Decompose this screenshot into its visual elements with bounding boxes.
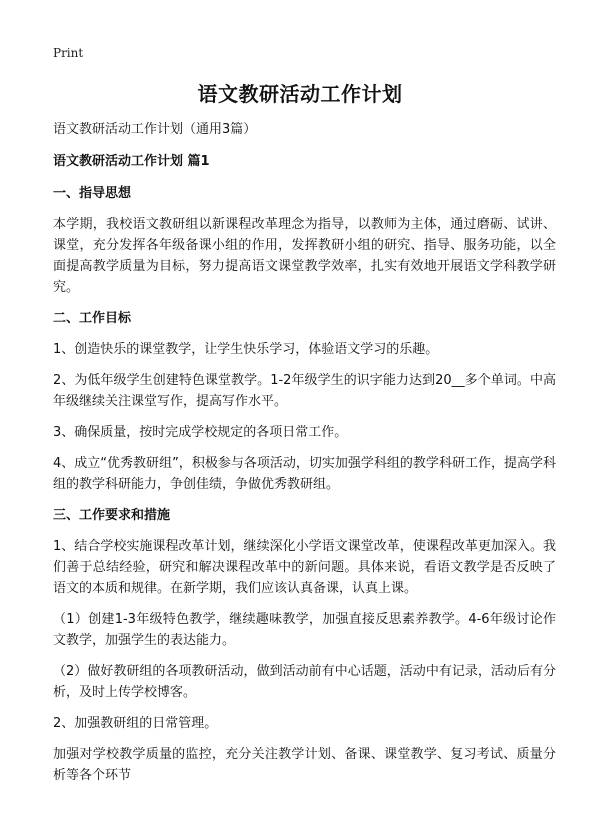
document-subtitle: 语文教研活动工作计划（通用3篇）: [53, 122, 257, 137]
paragraph: 2、为低年级学生创建特色课堂教学。1-2年级学生的识字能力达到20__多个单词。中高年级继续关注课堂写作，提高写作水平。: [53, 373, 556, 409]
paragraph: 本学期，我校语文教研组以新课程改革理念为指导，以教师为主体，通过磨砺、试讲、课堂，充分发挥各年级备课小组的作用，发挥教研小组的研究、指导、服务功能，以全面提高教学质量为目标，努力提高语文课堂教学效率，扎实有效地开展语文学科教学研究。: [53, 217, 556, 295]
paragraph: 1、结合学校实施课程改革计划，继续深化小学语文课堂改革，使课程改革更加深入。我们善于总结经验，研究和解决课程改革中的新问题。具体来说，看语文教学是否反映了语文的本质和规律。在新学期，我们应该认真备课，认真上课。: [53, 539, 556, 596]
paragraph: 加强对学校教学质量的监控，充分关注教学计划、备课、课堂教学、复习考试、质量分析等各个环节: [53, 747, 556, 783]
paragraph: 4、成立“优秀教研组”，积极参与各项活动，切实加强学科组的教学科研工作，提高学科组的教学科研能力，争创佳绩，争做优秀教研组。: [53, 456, 556, 492]
paragraph: 1、创造快乐的课堂教学，让学生快乐学习，体验语文学习的乐趣。: [53, 342, 439, 357]
print-link[interactable]: Print: [53, 46, 84, 60]
article-title: 语文教研活动工作计划 篇1: [53, 154, 210, 169]
section-heading: 二、工作目标: [53, 311, 132, 326]
page-title: 语文教研活动工作计划: [197, 82, 403, 106]
paragraph: 3、确保质量，按时完成学校规定的各项日常工作。: [53, 425, 348, 440]
paragraph: 2、加强教研组的日常管理。: [53, 716, 218, 731]
paragraph: （1）创建1-3年级特色教学，继续趣味教学，加强直接反思素养教学。4-6年级讨论作文教学，加强学生的表达能力。: [53, 612, 556, 648]
paragraph: （2）做好教研组的各项教研活动，做到活动前有中心话题，活动中有记录，活动后有分析，及时上传学校博客。: [53, 664, 556, 700]
section-heading: 三、工作要求和措施: [53, 508, 171, 523]
document-content: [53, 119, 556, 796]
section-heading: 一、指导思想: [53, 186, 132, 201]
